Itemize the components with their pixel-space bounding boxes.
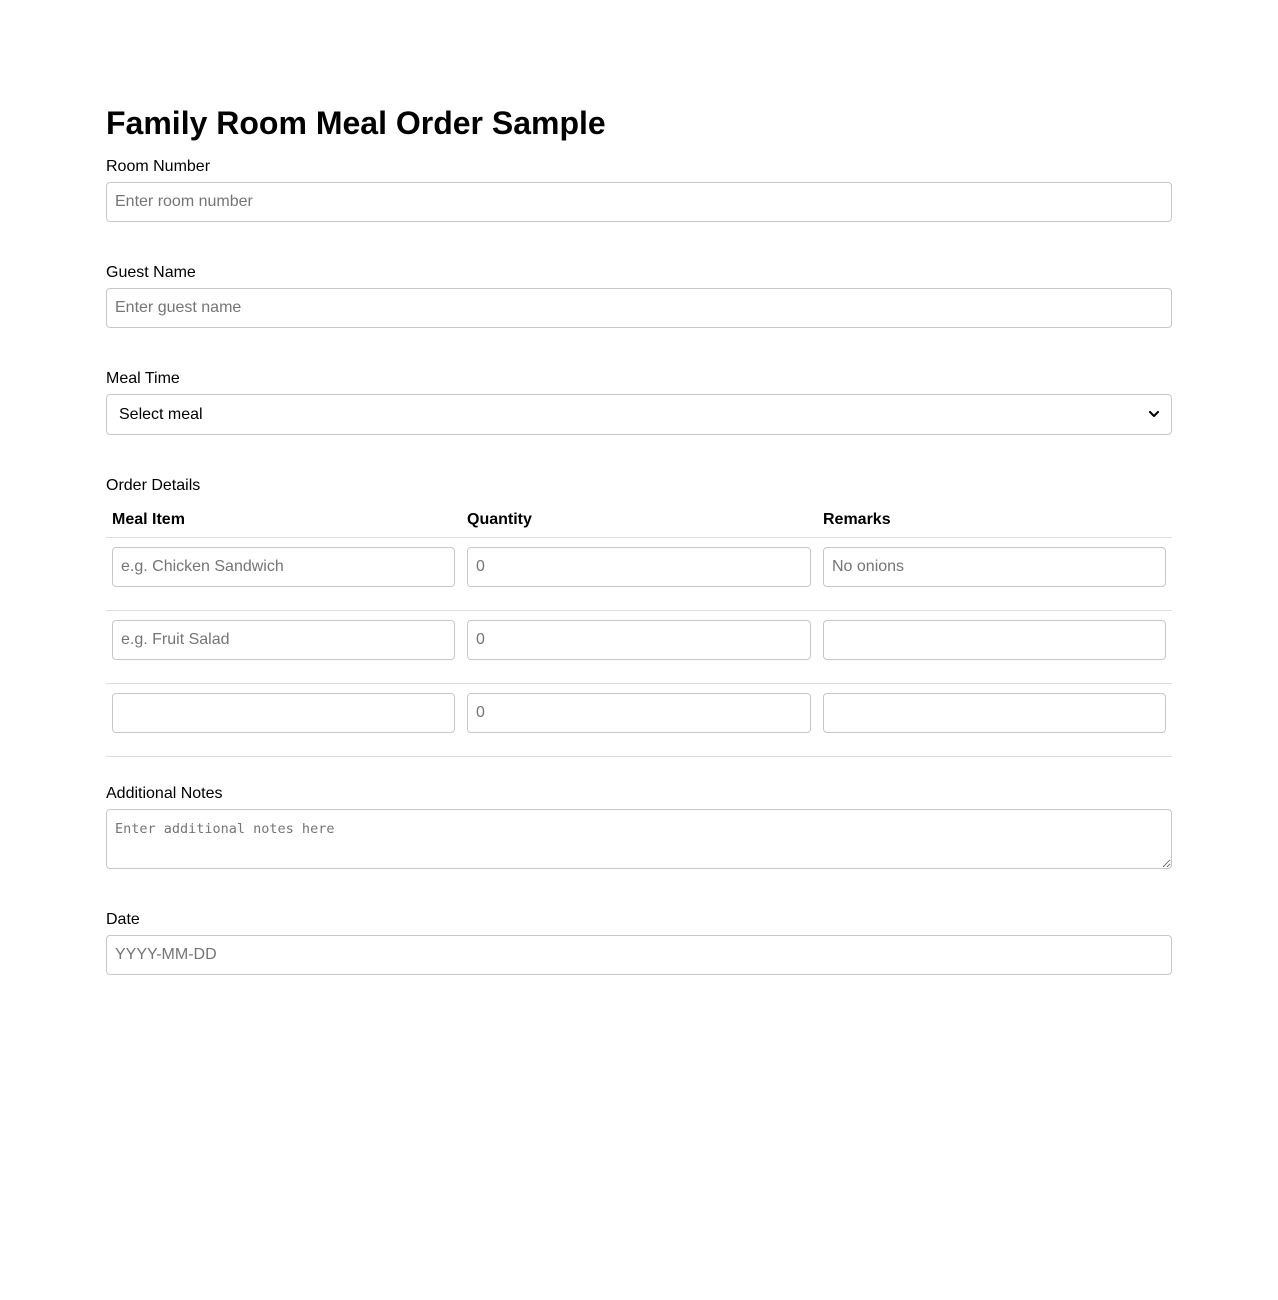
table-row (106, 611, 1172, 684)
order-table-header (106, 506, 1172, 538)
meal-time-label: Meal Time (106, 370, 180, 387)
room-number-label: Room Number (106, 158, 211, 175)
additional-notes-textarea[interactable] (106, 809, 1172, 869)
page-title: Family Room Meal Order Sample (106, 105, 606, 141)
remarks-input[interactable] (823, 693, 1166, 733)
table-row (106, 684, 1172, 757)
column-header-quantity: Quantity (467, 511, 532, 528)
meal-time-selected-value: Select meal (119, 405, 203, 423)
meal-item-input[interactable] (112, 620, 455, 660)
remarks-input[interactable] (823, 620, 1166, 660)
column-header-meal-item: Meal Item (112, 511, 185, 528)
quantity-input[interactable] (467, 693, 811, 733)
date-label: Date (106, 911, 140, 928)
guest-name-label: Guest Name (106, 264, 196, 281)
meal-item-input[interactable] (112, 693, 455, 733)
additional-notes-label: Additional Notes (106, 785, 223, 802)
quantity-input[interactable] (467, 620, 811, 660)
date-input[interactable] (106, 935, 1172, 975)
remarks-input[interactable] (823, 547, 1166, 587)
meal-item-input[interactable] (112, 547, 455, 587)
room-number-input[interactable] (106, 182, 1172, 222)
chevron-down-icon (1149, 410, 1159, 420)
table-row (106, 538, 1172, 611)
order-details-label: Order Details (106, 477, 201, 494)
quantity-input[interactable] (467, 547, 811, 587)
column-header-remarks: Remarks (823, 511, 891, 528)
meal-time-select[interactable] (106, 394, 1172, 435)
guest-name-input[interactable] (106, 288, 1172, 328)
